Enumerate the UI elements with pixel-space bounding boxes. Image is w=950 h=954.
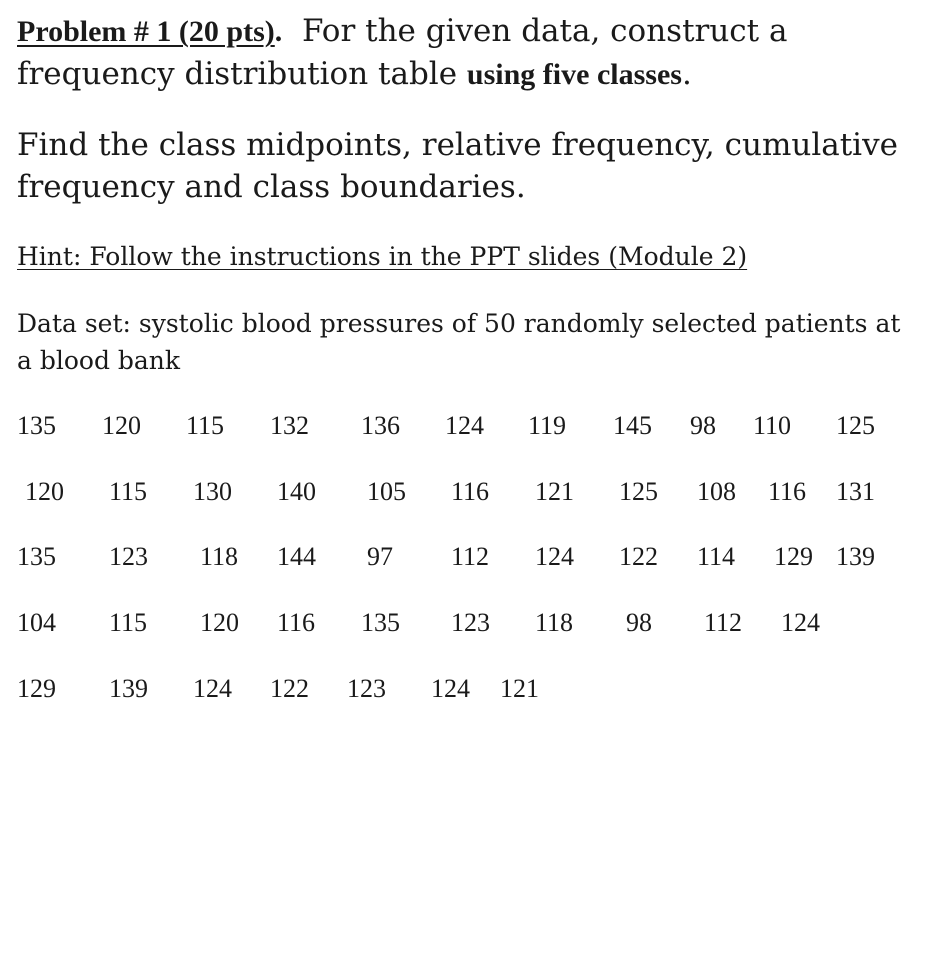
data-value: 125 — [619, 477, 658, 506]
data-value: 115 — [109, 477, 148, 506]
data-value: 139 — [836, 542, 875, 571]
data-value: 122 — [619, 542, 658, 571]
data-row-5 — [0, 676, 950, 706]
data-value: 118 — [535, 608, 574, 637]
data-value: 119 — [528, 411, 567, 440]
data-value: 132 — [270, 411, 309, 440]
dataset-description-line1: Data set: systolic blood pressures of 50 randomly selected patients at — [17, 309, 901, 338]
data-value: 124 — [431, 674, 470, 703]
problem-label: Problem # 1 (20 pts) — [17, 15, 275, 48]
data-row-4 — [0, 610, 950, 640]
instructions-line2: frequency and class boundaries. — [17, 169, 526, 205]
data-value: 105 — [367, 477, 406, 506]
data-value: 112 — [451, 542, 490, 571]
data-value: 125 — [836, 411, 875, 440]
data-value: 122 — [270, 674, 309, 703]
data-row-3 — [0, 544, 950, 574]
data-value: 104 — [17, 608, 56, 637]
problem-statement-prefix: frequency distribution table — [17, 56, 467, 92]
data-value: 144 — [277, 542, 316, 571]
data-value: 145 — [613, 411, 652, 440]
data-value: 116 — [451, 477, 490, 506]
data-value: 115 — [186, 411, 225, 440]
data-value: 116 — [768, 477, 807, 506]
data-value: 97 — [367, 542, 393, 571]
hint-text: Hint: Follow the instructions in the PPT slides (Module 2) — [17, 242, 748, 271]
data-value: 129 — [774, 542, 813, 571]
problem-statement-line2 — [17, 56, 692, 92]
data-row-1 — [0, 413, 950, 443]
data-value: 115 — [109, 608, 148, 637]
data-value: 110 — [753, 411, 792, 440]
data-value: 131 — [836, 477, 875, 506]
problem-heading-line — [17, 13, 788, 49]
data-value: 120 — [102, 411, 141, 440]
data-value: 114 — [697, 542, 736, 571]
problem-statement-suffix: . — [681, 56, 692, 92]
problem-statement-line1: For the given data, construct a — [301, 13, 788, 49]
data-value: 123 — [451, 608, 490, 637]
data-value: 118 — [200, 542, 239, 571]
data-value: 108 — [697, 477, 736, 506]
data-value: 120 — [200, 608, 239, 637]
data-value: 135 — [17, 542, 56, 571]
data-value: 98 — [626, 608, 652, 637]
data-value: 116 — [277, 608, 316, 637]
data-row-2 — [0, 479, 950, 509]
data-value: 135 — [361, 608, 400, 637]
dataset-description-line2: a blood bank — [17, 346, 181, 375]
data-value: 121 — [535, 477, 574, 506]
data-value: 121 — [500, 674, 539, 703]
data-value: 136 — [361, 411, 400, 440]
instructions-line1: Find the class midpoints, relative frequency, cumulative — [17, 127, 898, 163]
data-value: 124 — [193, 674, 232, 703]
data-value: 135 — [17, 411, 56, 440]
data-value: 123 — [347, 674, 386, 703]
problem-emphasis: using five classes — [466, 58, 682, 91]
data-value: 130 — [193, 477, 232, 506]
data-value: 124 — [781, 608, 820, 637]
data-value: 112 — [704, 608, 743, 637]
data-value: 129 — [17, 674, 56, 703]
data-value: 139 — [109, 674, 148, 703]
data-value: 124 — [445, 411, 484, 440]
problem-label-period: . — [274, 15, 283, 48]
data-value: 140 — [277, 477, 316, 506]
data-value: 120 — [25, 477, 64, 506]
data-value: 123 — [109, 542, 148, 571]
data-value: 124 — [535, 542, 574, 571]
data-value: 98 — [690, 411, 716, 440]
